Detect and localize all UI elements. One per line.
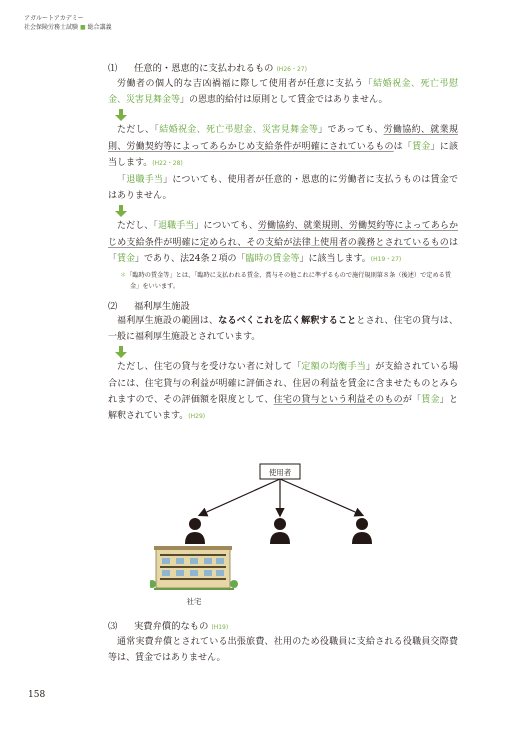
diagram-svg — [150, 462, 390, 612]
bullet-icon: ■ — [79, 24, 86, 31]
section-2-number: ⑵ — [108, 301, 118, 313]
emphasis-term: 退職手当 — [158, 221, 195, 232]
section-3 — [108, 620, 458, 666]
person-icon — [270, 518, 290, 544]
emphasis-term: 賃金 — [421, 394, 440, 405]
bold-text: なるべくこれを広く解釈すること — [218, 316, 357, 327]
section-1-paragraph-4: ただし、「退職手当」についても、労働協約、就業規則、労働契約等によってあらかじめ支給条件が明確に定められ、その支給が法律上使用者の義務とされているものは「賃金」であり、法24条２項の「臨時の賃金等」に該当します。(H19・27) — [108, 221, 458, 264]
emphasis-term: 結婚祝金、死亡弔慰金、災害見舞金等 — [108, 79, 458, 106]
section-3-title: 実費弁償的なもの — [134, 621, 209, 632]
underlined-text: 住宅の貸与という利益そのもの — [273, 394, 403, 405]
housing-diagram — [150, 462, 390, 612]
person-icon — [185, 518, 205, 544]
header-publisher: アガルートアカデミー — [24, 15, 84, 22]
page-number: 158 — [28, 690, 46, 700]
employer-label: 使用者 — [268, 468, 292, 477]
emphasis-term: 賃金 — [412, 141, 431, 152]
section-2-paragraph-2: ただし、住宅の貸与を受けない者に対して「定額の均衡手当」が支給されている場合には、住宅貸与の利益が明確に評価され、住居の利益を賃金に含ませたものとみられますので、その評価額を限度として、住宅の貸与という利益そのものが「賃金」と解釈されています。(H29) — [108, 362, 458, 422]
emphasis-term: 退職手当 — [126, 175, 164, 186]
asterisk-icon: ＊ — [120, 272, 127, 280]
exam-ref: (H22・28) — [152, 159, 183, 167]
section-2-title: 福利厚生施設 — [134, 301, 190, 313]
down-arrow-icon — [108, 345, 458, 359]
underlined-text: 労働協約、就業規則、労働契約等によってあらかじめ支給条件が明確に定められ、その支給が法律上使用者の義務とされているもの — [108, 221, 458, 248]
header-course — [24, 23, 112, 32]
underlined-text: 労働協約、就業規則、労働契約等によってあらかじめ支給条件が明確にされているもの — [108, 125, 458, 152]
person-icon — [352, 518, 372, 544]
section-1-paragraph-1: 労働者の個人的な吉凶禍福に際して使用者が任意に支払う「結婚祝金、死亡弔慰金、災害見舞金等」の恩恵的給付は原則として賃金ではありません。 — [108, 79, 458, 106]
house-label: 社宅 — [186, 597, 202, 606]
section-3-paragraph-1: 通常実費弁償とされている出張旅費、社用のため役職員に支給される役職員交際費等は、賃金ではありません。 — [108, 637, 458, 664]
section-1-paragraph-2: ただし、「結婚祝金、死亡弔慰金、災害見舞金等」であっても、労働協約、就業規則、労働契約等によってあらかじめ支給条件が明確にされているものは「賃金」に該当します。(H22・28) — [108, 125, 458, 168]
header-lecture: 総合講義 — [87, 24, 112, 31]
arrow-to-worker-1 — [200, 479, 280, 515]
section-1-ref: (H26・27) — [276, 66, 307, 73]
arrow-to-worker-3 — [280, 479, 362, 515]
emphasis-term: 賃金 — [117, 253, 136, 264]
section-2-heading — [108, 300, 458, 313]
footnote-text: 「臨時の賃金等」とは、「臨時に支払われる賃金、賞与その他これに準ずるもので施行規則第８条（後述）で定める賃金」をいいます。 — [126, 272, 452, 291]
down-arrow-icon — [108, 108, 458, 122]
company-housing-icon — [150, 546, 238, 590]
exam-ref: (H29) — [188, 413, 206, 421]
down-arrow-icon — [108, 204, 458, 218]
section-1-heading — [108, 62, 458, 76]
section-1-number: ⑴ — [108, 63, 118, 74]
emphasis-term: 結婚祝金、死亡弔慰金、災害見舞金等 — [159, 125, 319, 136]
footnote — [120, 270, 458, 292]
header-exam: 社会保険労務士試験 — [24, 24, 79, 31]
section-3-ref: (H19) — [211, 624, 229, 631]
section-3-heading — [108, 620, 458, 634]
section-1-title: 任意的・恩恵的に支払われるもの — [134, 63, 274, 74]
main-content — [108, 62, 458, 425]
section-3-number: ⑶ — [108, 621, 118, 632]
section-2-paragraph-1: 福利厚生施設の範囲は、なるべくこれを広く解釈することとされ、住宅の貸与は、一般に福利厚生施設とされています。 — [108, 316, 458, 343]
emphasis-term: 臨時の賃金等 — [245, 253, 300, 264]
section-1-paragraph-3: 「退職手当」についても、使用者が任意的・恩恵的に労働者に支払うものは賃金ではありません。 — [108, 175, 458, 202]
emphasis-term: 定額の均衡手当 — [301, 362, 366, 373]
exam-ref: (H19・27) — [370, 255, 402, 263]
running-header — [24, 14, 112, 32]
